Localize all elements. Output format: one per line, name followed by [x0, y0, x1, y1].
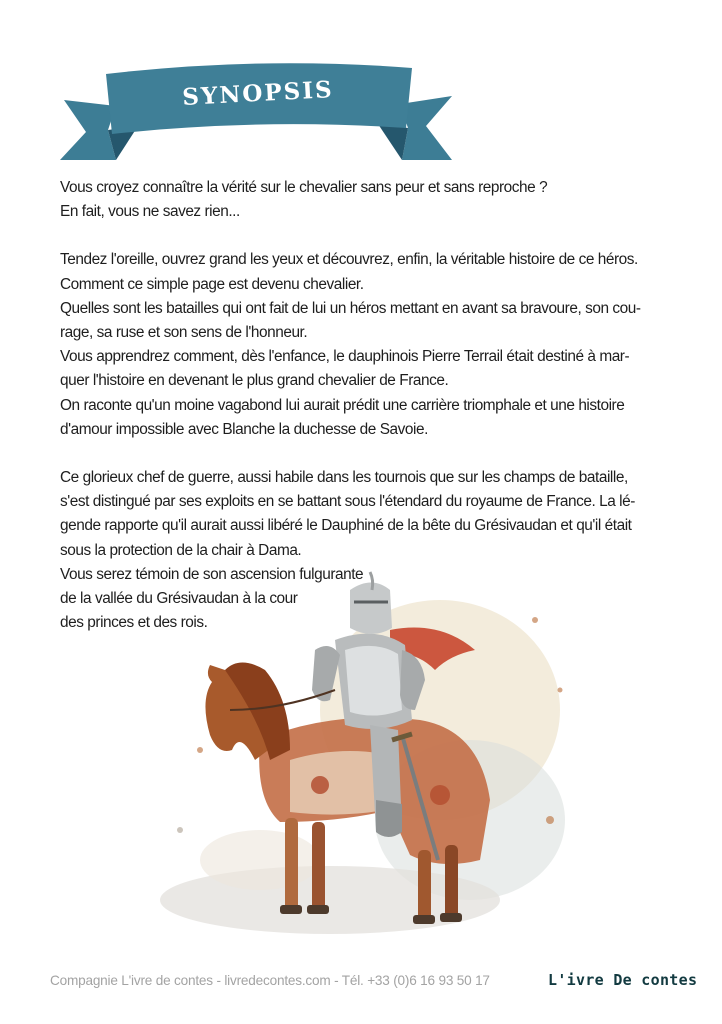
- paragraph-story: [60, 248, 668, 442]
- text-line: Quelles sont les batailles qui ont fait de lui un héros mettant en avant sa bravoure, son cou-: [60, 299, 641, 317]
- company-logo: L'ivre De contes: [548, 971, 698, 989]
- text-line: Ce glorieux chef de guerre, aussi habile dans les tournois que sur les champs de bataille,: [60, 469, 628, 487]
- text-line: En fait, vous ne savez rien...: [60, 203, 240, 221]
- text-line: de la vallée du Grésivaudan à la cour: [60, 590, 298, 608]
- text-line: gende rapporte qu'il aurait aussi libéré le Dauphiné de la bête du Grésivaudan et qu'il était: [60, 517, 632, 535]
- text-line: des princes et des rois.: [60, 614, 208, 632]
- banner-title: SYNOPSIS: [181, 76, 335, 111]
- text-line: rage, sa ruse et son sens de l'honneur.: [60, 324, 308, 342]
- footer-contact: Compagnie L'ivre de contes - livredecontes.com - Tél. +33 (0)6 16 93 50 17: [50, 973, 490, 988]
- text-line: Comment ce simple page est devenu chevalier.: [60, 275, 364, 293]
- synopsis-banner: [60, 62, 456, 164]
- text-line: Vous croyez connaître la vérité sur le chevalier sans peur et sans reproche ?: [60, 179, 548, 196]
- text-line: Tendez l'oreille, ouvrez grand les yeux et découvrez, enfin, la véritable histoire de ce héros.: [60, 251, 638, 269]
- text-line: d'amour impossible avec Blanche la duchesse de Savoie.: [60, 420, 428, 438]
- knight-on-horse-illustration: [140, 560, 580, 960]
- text-line: On raconte qu'un moine vagabond lui aurait prédit une carrière triomphale et une histoire: [60, 396, 625, 414]
- text-line: Vous serez témoin de son ascension fulgurante: [60, 565, 364, 583]
- text-line: quer l'histoire en devenant le plus grand chevalier de France.: [60, 372, 449, 390]
- paragraph-intro: [60, 176, 668, 224]
- text-line: Vous apprendrez comment, dès l'enfance, le dauphinois Pierre Terrail était destiné à mar-: [60, 348, 630, 366]
- text-line: sous la protection de la chair à Dama.: [60, 541, 302, 559]
- text-line: s'est distingué par ses exploits en se battant sous l'étendard du royaume de France. La lé-: [60, 493, 635, 511]
